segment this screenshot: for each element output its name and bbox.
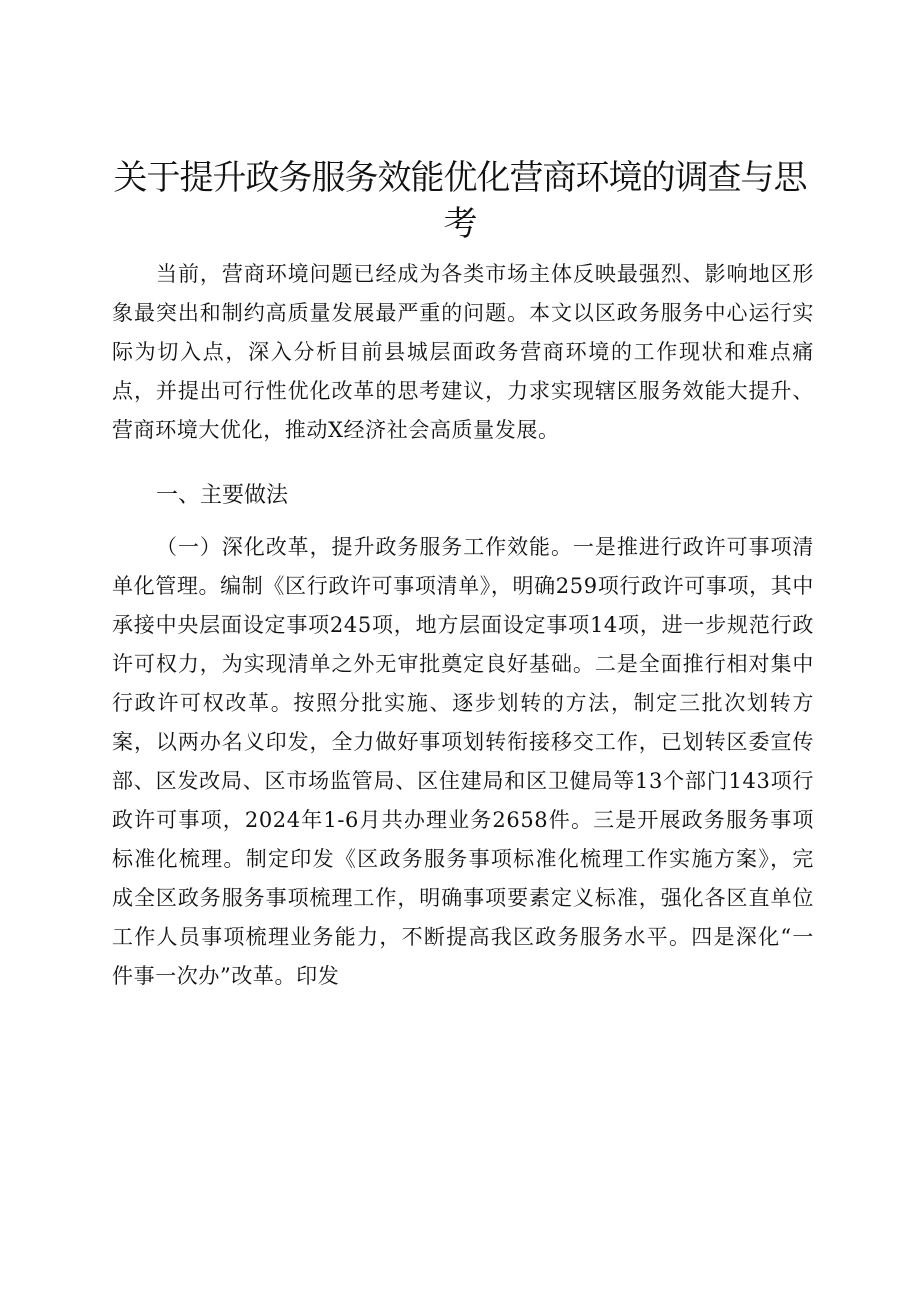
- section-heading-main-practices: 一、主要做法: [156, 483, 289, 508]
- intro-paragraph: 当前，营商环境问题已经成为各类市场主体反映最强烈、影响地区形象最突出和制约高质量发展最严重的问题。本文以区政务服务中心运行实际为切入点，深入分析目前县城层面政务营商环境的工作现状和难点痛点，并提出可行性优化改革的思考建议，力求实现辖区服务效能大提升、营商环境大优化，推动X经济社会高质量发展。: [112, 262, 814, 442]
- document-title: 关于提升政务服务效能优化营商环境的调查与思考: [113, 158, 807, 244]
- section-1-paragraph: （一）深化改革，提升政务服务工作效能。一是推进行政许可事项清单化管理。编制《区行政许可事项清单》，明确259项行政许可事项，其中承接中央层面设定事项245项，地方层面设定事项14项，进一步规范行政许可权力，为实现清单之外无审批奠定良好基础。二是全面推行相对集中行政许可权改革。按照分批实施、逐步划转的方法，制定三批次划转方案，以两办名义印发，全力做好事项划转衔接移交工作，已划转区委宣传部、区发改局、区市场监管局、区住建局和区卫健局等13个部门143项行政许可事项，2024年1-6月共办理业务2658件。三是开展政务服务事项标准化梳理。制定印发《区政务服务事项标准化梳理工作实施方案》，完成全区政务服务事项梳理工作，明确事项要素定义标准，强化各区直单位工作人员事项梳理业务能力，不断提高我区政务服务水平。四是深化“一件事一次办”改革。印发: [112, 535, 814, 988]
